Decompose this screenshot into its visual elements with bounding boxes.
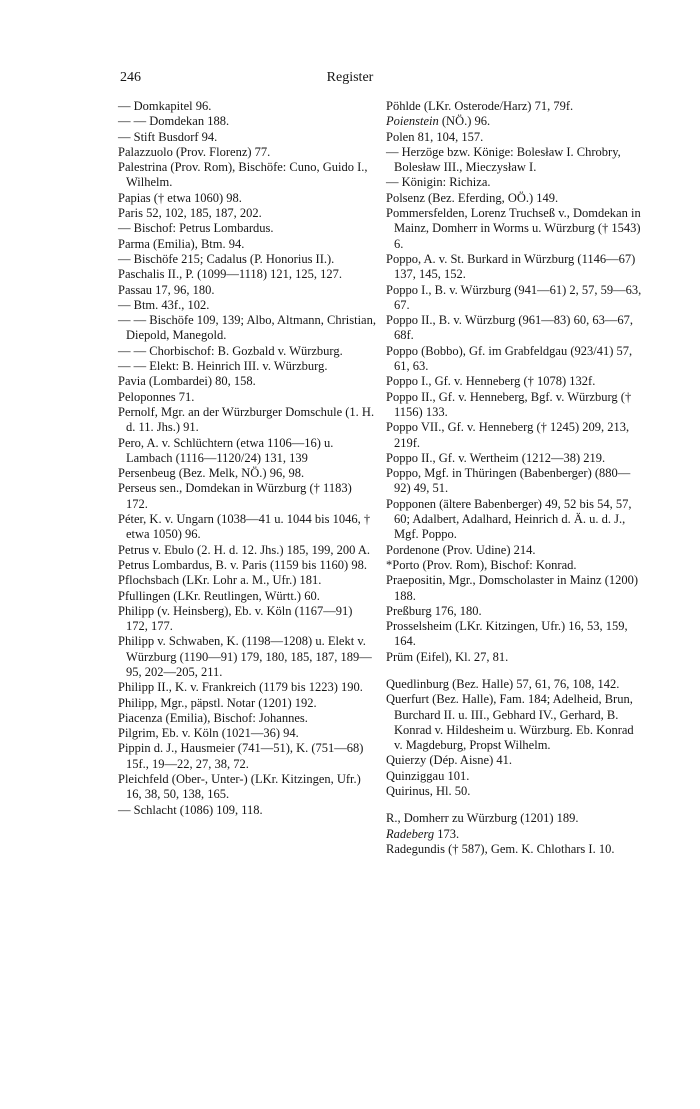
index-entry: Polsenz (Bez. Eferding, OÖ.) 149. [386, 190, 559, 205]
index-entry: Peloponnes 71. [118, 389, 195, 404]
index-entry: Pippin d. J., Hausmeier (741—51), K. (751—68) 15f., 19—22, 27, 38, 72. [118, 741, 364, 771]
index-entry: — — Chorbischof: B. Gozbald v. Würzburg. [118, 343, 343, 358]
index-entry: Pommersfelden, Lorenz Truchseß v., Domdekan in Mainz, Domherr in Worms u. Würzburg († 1543) 6. [386, 206, 641, 251]
index-entry: Poppo I., Gf. v. Henneberg († 1078) 132f. [386, 374, 596, 389]
index-entry: Pfullingen (LKr. Reutlingen, Württ.) 60. [118, 588, 320, 603]
index-entry: Palestrina (Prov. Rom), Bischöfe: Cuno, Guido I., Wilhelm. [118, 160, 368, 190]
index-entry: Poppo I., B. v. Würzburg (941—61) 2, 57, 59—63, 67. [386, 282, 642, 312]
index-entry: — — Domdekan 188. [118, 114, 230, 129]
index-entry: — Herzöge bzw. Könige: Bolesław I. Chrobry, Bolesław III., Mieczysław I. [386, 144, 621, 175]
index-section-r [386, 811, 644, 857]
index-entry: — Bischof: Petrus Lombardus. [118, 221, 274, 236]
section-gap [386, 665, 644, 677]
index-entry: Pernolf, Mgr. an der Würzburger Domschule (1. H. d. 11. Jhs.) 91. [118, 404, 375, 435]
index-entry: Philipp, Mgr., päpstl. Notar (1201) 192. [118, 695, 317, 710]
index-entry: — Btm. 43f., 102. [118, 297, 210, 312]
index-entry: Quierzy (Dép. Aisne) 41. [386, 753, 513, 768]
index-entry: R., Domherr zu Würzburg (1201) 189. [386, 811, 579, 826]
index-entry: Piacenza (Emilia), Bischof: Johannes. [118, 710, 308, 725]
index-entry: Querfurt (Bez. Halle), Fam. 184; Adelheid, Brun, Burchard II. u. III., Gebhard IV., Gerhard, B. Konrad v. Hildesheim u. Würzburg. Eb. Konrad v. Magdeburg, Propst Wilhelm. [386, 692, 634, 753]
index-entry: Polen 81, 104, 157. [386, 129, 484, 144]
index-entry: Radegundis († 587), Gem. K. Chlothars I. 10. [386, 841, 615, 856]
index-entry: Poppo, A. v. St. Burkard in Würzburg (1146—67) 137, 145, 152. [386, 251, 636, 282]
index-entry: — — Bischöfe 109, 139; Albo, Altmann, Christian, Diepold, Manegold. [118, 313, 376, 343]
index-entry: Pflochsbach (LKr. Lohr a. M., Ufr.) 181. [118, 573, 322, 588]
index-entry: — — Elekt: B. Heinrich III. v. Würzburg. [118, 359, 328, 374]
index-entry: — Königin: Richiza. [386, 175, 491, 190]
index-entry: Persenbeug (Bez. Melk, NÖ.) 96, 98. [118, 466, 305, 481]
index-entry: Poppo II., B. v. Würzburg (961—83) 60, 63—67, 68f. [386, 313, 633, 343]
index-section-q [386, 677, 644, 799]
index-entry: Palazzuolo (Prov. Florenz) 77. [118, 144, 271, 159]
index-entry: Prosselsheim (LKr. Kitzingen, Ufr.) 16, 53, 159, 164. [386, 619, 628, 649]
index-entry: — Domkapitel 96. [118, 99, 212, 113]
index-section-p [386, 99, 644, 665]
index-entry: Popponen (ältere Babenberger) 49, 52 bis 54, 57, 60; Adalbert, Adalhard, Heinrich d. Ä. u. d. J., Mgf. Poppo. [386, 496, 632, 542]
index-entry: Poppo VII., Gf. v. Henneberg († 1245) 209, 213, 219f. [386, 420, 630, 450]
index-column-left [118, 99, 376, 818]
index-entry: Poppo II., Gf. v. Wertheim (1212—38) 219. [386, 450, 606, 465]
index-entry: Petrus Lombardus, B. v. Paris (1159 bis 1160) 98. [118, 557, 367, 572]
index-entry: Quedlinburg (Bez. Halle) 57, 61, 76, 108, 142. [386, 676, 620, 691]
index-entry: Philipp (v. Heinsberg), Eb. v. Köln (1167—91) 172, 177. [118, 603, 353, 634]
section-gap [386, 799, 644, 811]
index-entry: Pleichfeld (Ober-, Unter-) (LKr. Kitzingen, Ufr.) 16, 38, 50, 138, 165. [118, 772, 361, 802]
page-header [120, 70, 580, 90]
index-entry: *Porto (Prov. Rom), Bischof: Konrad. [386, 557, 577, 572]
index-entry: Parma (Emilia), Btm. 94. [118, 236, 245, 251]
index-entry: Pilgrim, Eb. v. Köln (1021—36) 94. [118, 726, 299, 741]
index-column-right [386, 99, 644, 857]
index-entry: Radeberg 173. [386, 826, 460, 841]
index-entry: Poppo (Bobbo), Gf. im Grabfeldgau (923/41) 57, 61, 63. [386, 343, 633, 374]
index-entry: Poppo, Mgf. in Thüringen (Babenberger) (880—92) 49, 51. [386, 466, 631, 496]
index-entry: Papias († etwa 1060) 98. [118, 190, 242, 205]
page-title: Register [326, 70, 374, 85]
index-entry: Pöhlde (LKr. Osterode/Harz) 71, 79f. [386, 99, 574, 113]
index-entry: — Bischöfe 215; Cadalus (P. Honorius II.). [118, 251, 335, 266]
index-entry: Paris 52, 102, 185, 187, 202. [118, 206, 262, 221]
index-entry: Perseus sen., Domdekan in Würzburg († 1183) 172. [118, 481, 352, 511]
index-entry: Preßburg 176, 180. [386, 603, 482, 618]
index-entry: Péter, K. v. Ungarn (1038—41 u. 1044 bis 1046, † etwa 1050) 96. [118, 512, 371, 542]
index-entry: Petrus v. Ebulo (2. H. d. 12. Jhs.) 185, 199, 200 A. [118, 542, 370, 557]
index-entry: Poienstein (NÖ.) 96. [386, 114, 491, 129]
index-entry: — Schlacht (1086) 109, 118. [118, 802, 263, 817]
index-entry: Quirinus, Hl. 50. [386, 784, 471, 799]
index-entry: Passau 17, 96, 180. [118, 282, 215, 297]
index-entry: Quinziggau 101. [386, 768, 470, 783]
index-entry: Poppo II., Gf. v. Henneberg, Bgf. v. Würzburg († 1156) 133. [386, 389, 632, 419]
index-entry: Pavia (Lombardei) 80, 158. [118, 374, 256, 389]
index-entry: Philipp v. Schwaben, K. (1198—1208) u. Elekt v. Würzburg (1190—91) 179, 180, 185, 187, 189—95, 202—205, 211. [118, 634, 372, 679]
index-entry: Prüm (Eifel), Kl. 27, 81. [386, 649, 509, 664]
page-number: 246 [120, 70, 141, 85]
index-entry: Praepositin, Mgr., Domscholaster in Mainz (1200) 188. [386, 573, 639, 603]
index-entry: Pero, A. v. Schlüchtern (etwa 1106—16) u. Lambach (1116—1120/24) 131, 139 [118, 435, 334, 465]
index-entry: Pordenone (Prov. Udine) 214. [386, 542, 536, 557]
index-entry: — Stift Busdorf 94. [118, 129, 218, 144]
index-entry: Philipp II., K. v. Frankreich (1179 bis 1223) 190. [118, 680, 363, 695]
index-entry: Paschalis II., P. (1099—1118) 121, 125, 127. [118, 267, 343, 282]
